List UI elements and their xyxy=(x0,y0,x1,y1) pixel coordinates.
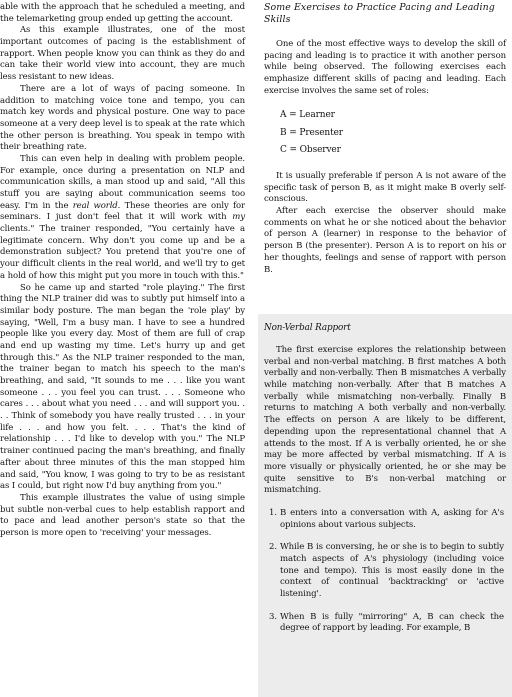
observer-paragraph: After each exercise the observer should make comments on what he or she noticed about the behavior of person A (learner) in response to the behavior of person B (the presenter). Person A is to report on his or her thoughts, feelings and sense of rapport with person B. xyxy=(264,206,506,275)
list-text: B enters into a conversation with A, asking for A's opinions about various subjects. xyxy=(280,507,504,530)
role-observer: C = Observer xyxy=(280,144,341,155)
list-item xyxy=(264,508,506,531)
exercise-intro-section xyxy=(258,0,512,276)
list-item xyxy=(264,542,506,600)
intro-paragraph: One of the most effective ways to develop the skill of pacing and leading is to practice it with another person while being observed. The following exercises each emphasize different skills of pacing and leading. Each exercise involves the same set of roles: xyxy=(264,39,506,96)
list-number: 3. xyxy=(269,611,277,622)
left-paragraph-5: So he came up and started "role playing." The first thing the NLP trainer did was to subtly put himself into a similar body posture. The man began the 'role play' by saying, "Well, I'm a busy man. I have to see a hundred people like you every day. Most of them are full of crap and end up wasting my time. Let's hurry up and get through this." As the NLP trainer responded to the man, the trainer began to match his speech to the man's breathing, and said, "It sounds to me . . . like you want someone . . . you feel you can trust. . . . Someone who cares . . . about what you need . . . and will support you. . . . Think of somebody you have really trusted . . . in your life . . . and how you felt. . . . That's the kind of relationship . . . I'd like to develop with you." The NLP trainer continued pacing the man's breathing, and finally after about three minutes of this the man stopped him and said, "You know, I was going to try to be as resistant as I could, but right now I'd buy anything from you." xyxy=(0,282,245,492)
list-text: While B is conversing, he or she is to begin to subtly match aspects of A's physiology (including voice tone and tempo). This is most easily done in the context of continual 'backtracking' or 'active listening'. xyxy=(280,542,504,600)
left-paragraph-2: As this example illustrates, one of the most important outcomes of pacing is the establishment of rapport. When people know you can think as they do and can take their world view into account, they are much less resistant to new ideas. xyxy=(0,25,245,83)
section-title: Some Exercises to Practice Pacing and Leading Skills xyxy=(264,2,495,25)
left-column xyxy=(0,0,248,697)
non-verbal-rapport-box xyxy=(258,314,512,697)
box-body: The first exercise explores the relationship between verbal and non-verbal matching. B first matches A both verbally and non-verbally. Then B mismatches A verbally while matching non-verbally. After that B matches A verbally while mismatching non-verbally. Finally B returns to matching A both verbally and non-verbally. The effects on person A are likely to be different, depending upon the representational channel that A attends to the most. If A is verbally oriented, he or she may be more affected by verbal mismatching. If A is more visually or physically oriented, he or she may be quite sensitive to B's non-verbal matching or mismatching. xyxy=(264,345,506,496)
left-paragraph-6: This example illustrates the value of using simple but subtle non-verbal cues to help establish rapport and to pace and lead another person's state so that the person is more open to 'receiving' your messages. xyxy=(0,492,245,538)
list-number: 1. xyxy=(269,507,277,518)
right-column xyxy=(258,0,512,697)
awareness-paragraph: It is usually preferable if person A is not aware of the specific task of person B, as it might make B overly self-conscious. xyxy=(264,171,506,205)
roles-list xyxy=(280,107,506,159)
list-item xyxy=(264,612,506,635)
left-paragraph-3: There are a lot of ways of pacing someone. In addition to matching voice tone and tempo, you can match key words and physical posture. One way to pace someone at a very deep level is to speak at the rate which the other person is breathing. You speak in tempo with their breathing rate. xyxy=(0,83,245,153)
left-paragraph-4: This can even help in dealing with problem people. For example, once during a presentation on NLP and communication skills, a man stood up and said, "All this stuff you are saying about communication seems too easy. I'm in the real world. These theories are only for seminars. I just don't feel that it will work with my clients." The trainer responded, "You certainly have a legitimate concern. Why don't you come up and be a demonstration subject? You pretend that you're one of your difficult clients in the real world, and we'll try to get a hold of how this might put you more in touch with this." xyxy=(0,153,246,281)
left-paragraph-1: able with the approach that he scheduled a meeting, and the telemarketing group ended up getting the account. xyxy=(0,2,245,24)
role-learner: A = Learner xyxy=(280,110,335,121)
box-title: Non-Verbal Rapport xyxy=(264,323,351,333)
role-presenter: B = Presenter xyxy=(280,127,343,138)
list-text: When B is fully "mirroring" A, B can check the degree of rapport by leading. For example, B xyxy=(280,611,504,634)
list-number: 2. xyxy=(269,542,277,553)
